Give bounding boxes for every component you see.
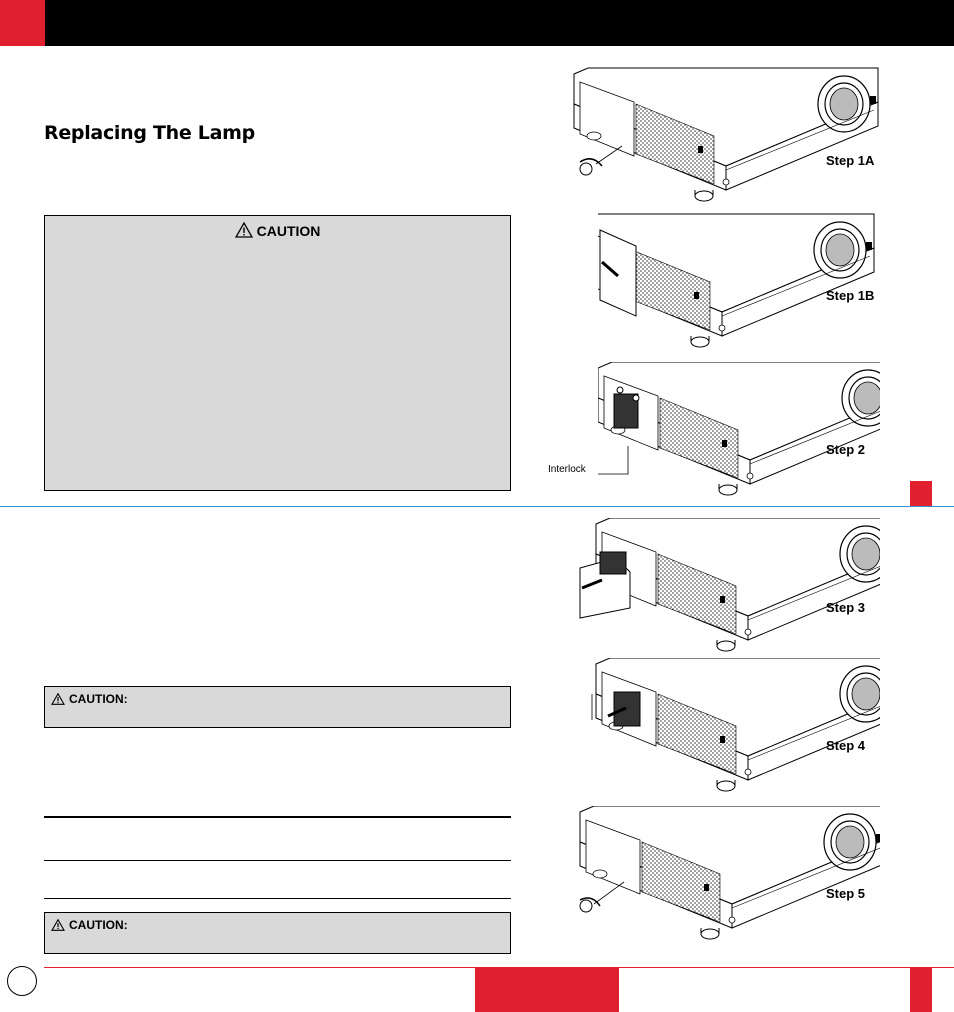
projector-illustration-step-5 [574,806,880,946]
projector-illustration-step-1b [598,210,880,350]
caution-heading-text: CAUTION: [69,918,128,932]
rule-line [44,898,511,899]
page-number-circle [7,966,37,996]
rule-line [44,860,511,861]
projector-illustration-step-3 [576,518,880,658]
warning-triangle-icon [51,693,65,705]
projector-illustration-step-2 [598,362,880,502]
step-label-1b: Step 1B [826,288,875,303]
warning-triangle-icon [51,919,65,931]
interlock-leader-line [598,446,628,474]
side-tab-marker [910,481,932,506]
screw-icon [580,882,624,912]
interlock-label: Interlock [548,464,586,475]
caution-heading [51,918,128,932]
caution-heading [45,222,510,239]
caution-box-second [44,686,511,728]
lamp-removal-icon [580,552,630,618]
footer-tab-right [910,967,932,1012]
section-title: Replacing The Lamp [44,122,255,144]
header-bar [0,0,954,46]
section-divider [0,506,954,507]
projector-illustration-step-4 [588,658,880,798]
rule-line [44,816,511,818]
screw-icon [580,146,622,175]
header-accent [0,0,45,46]
footer-tab [475,967,619,1012]
step-label-3: Step 3 [826,600,866,615]
step-label-2: Step 2 [826,442,866,457]
caution-box-main [44,215,511,491]
step-label-1a: Step 1A [826,153,875,168]
warning-triangle-icon [235,222,253,238]
caution-heading-text: CAUTION [256,223,321,239]
step-label-5: Step 5 [826,886,866,901]
projector-illustration-step-1a [570,64,880,204]
caution-heading [51,692,128,706]
caution-heading-text: CAUTION: [69,692,128,706]
caution-box-third [44,912,511,954]
step-label-4: Step 4 [826,738,866,753]
